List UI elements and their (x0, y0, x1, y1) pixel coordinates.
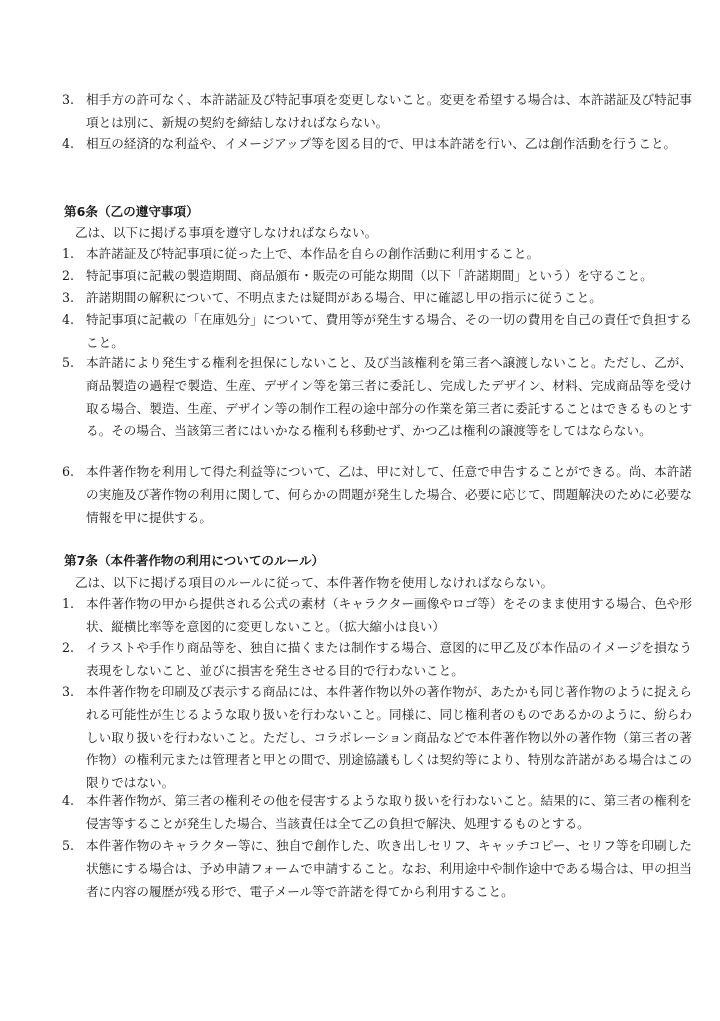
item-number: 1. (62, 596, 75, 611)
item-text: 特記事項に記載の「在庫処分」について、費用等が発生する場合、その一切の費用を自己の責任で負担すること。 (86, 312, 692, 350)
item-text: 特記事項に記載の製造期間、商品頒布・販売の可能な期間（以下「許諾期間」という）を守ること。 (86, 268, 653, 283)
article-6-intro: 乙は、以下に掲げる事項を遵守しなければならない。 (75, 225, 378, 240)
item-number: 1. (62, 246, 75, 261)
item-number: 5. (62, 355, 75, 370)
list-item (62, 790, 692, 836)
item-number: 3. (62, 684, 75, 699)
item-number: 4. (62, 793, 75, 808)
item-number: 3. (62, 290, 75, 305)
item-text: 許諾期間の解釈について、不明点または疑問がある場合、甲に確認し甲の指示に従うこと。 (86, 290, 602, 305)
item-number: 4. (62, 136, 75, 151)
list-item (62, 593, 692, 639)
list-item (62, 835, 692, 903)
list-item (62, 309, 692, 355)
item-text: 本件著作物のキャラクター等に、独自で創作した、吹き出しセリフ、キャッチコピー、セリフ等を印刷した状態にする場合は、予め申請フォームで申請すること。なお、利用途中や制作途中である場合は、甲の担当者に内容の履歴が残る形で、電子メール等で許諾を得てから利用すること。 (86, 838, 692, 899)
list-item (62, 133, 692, 156)
item-text: 相互の経済的な利益や、イメージアップ等を図る目的で、甲は本許諾を行い、乙は創作活動を行うこと。 (86, 136, 677, 151)
article-6-heading: 第6条（乙の遵守事項） (64, 204, 199, 219)
item-number: 5. (62, 838, 75, 853)
list-item (62, 352, 692, 443)
item-number: 3. (62, 92, 75, 107)
item-text: 本件著作物が、第三者の権利その他を侵害するような取り扱いを行わないこと。結果的に、第三者の権利を侵害等することが発生した場合、当該責任は全て乙の負担で解決、処理するものとする。 (86, 793, 693, 831)
list-item (62, 265, 692, 288)
item-text: 本件著作物を利用して得た利益等について、乙は、甲に対して、任意で申告することができる。尚、本許諾の実施及び著作物の利用に関して、何らかの問題が発生した場合、必要に応じて、問題解決のために必要な情報を甲に提供する。 (86, 464, 692, 525)
item-text: 本許諾証及び特記事項に従った上で、本作品を自らの創作活動に利用すること。 (86, 246, 540, 261)
item-text: イラストや手作り商品等を、独自に描くまたは制作する場合、意図的に甲乙及び本作品のイメージを損なう表現をしないこと、並びに損害を発生させる目的で行わないこと。 (86, 640, 692, 678)
list-item (62, 287, 692, 310)
article-7-heading: 第7条（本件著作物の利用についてのルール） (64, 553, 325, 568)
item-text: 相手方の許可なく、本許諾証及び特記事項を変更しないこと。変更を希望する場合は、本許諾証及び特記事項とは別に、新規の契約を締結しなければならない。 (86, 92, 692, 130)
list-item (62, 243, 692, 266)
list-item (62, 461, 692, 529)
list-item (62, 681, 692, 795)
item-number: 2. (62, 268, 75, 283)
item-number: 6. (62, 464, 75, 479)
item-text: 本件著作物を印刷及び表示する商品には、本件著作物以外の著作物が、あたかも同じ著作物のように捉えられる可能性が生じるような取り扱いを行わないこと。同様に、同じ権利者のものであるかのように、紛らわしい取り扱いを行わないこと。ただし、コラボレーション商品などで本件著作物以外の著作物（第三者の著作物）の権利元または管理者と甲との間で、別途協議もしくは契約等により、特別な許諾がある場合はこの限りではない。 (86, 684, 692, 791)
item-number: 4. (62, 312, 75, 327)
article-7-intro: 乙は、以下に掲げる項目のルールに従って、本件著作物を使用しなければならない。 (75, 575, 554, 590)
item-number: 2. (62, 640, 75, 655)
item-text: 本件著作物の甲から提供される公式の素材（キャラクター画像やロゴ等）をそのまま使用する場合、色や形状、縦横比率等を意図的に変更しないこと。（拡大縮小は良い） (86, 596, 692, 634)
list-item (62, 89, 692, 135)
list-item (62, 637, 692, 683)
item-text: 本許諾により発生する権利を担保にしないこと、及び当該権利を第三者へ譲渡しないこと。ただし、乙が、商品製造の過程で製造、生産、デザイン等を第三者に委託し、完成したデザイン、材料、完成商品等を受け取る場合、製造、生産、デザイン等の制作工程の途中部分の作業を第三者に委託することはできるものとする。その場合、当該第三者にはいかなる権利も移動せず、かつ乙は権利の譲渡等をしてはならない。 (86, 355, 692, 439)
